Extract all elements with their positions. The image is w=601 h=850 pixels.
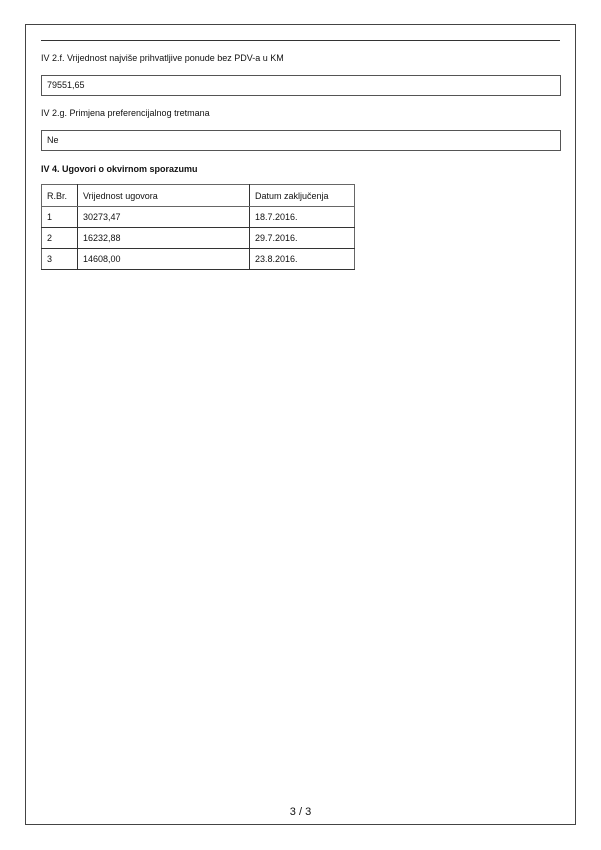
page-number: 3 / 3 [289,806,312,818]
section-4-heading: IV 4. Ugovori o okvirnom sporazumu [41,164,198,174]
table-header-row [42,185,355,207]
table-row [42,228,355,249]
cell-value: 16232,88 [78,228,250,249]
table-row [42,207,355,228]
cell-rbr: 3 [42,249,78,270]
cell-rbr: 2 [42,228,78,249]
section-2g-value: Ne [41,130,561,151]
contracts-table [41,184,355,270]
column-header-date: Datum zaključenja [250,185,355,207]
cell-date: 18.7.2016. [250,207,355,228]
section-2f-value: 79551,65 [41,75,561,96]
cell-date: 29.7.2016. [250,228,355,249]
cell-date: 23.8.2016. [250,249,355,270]
page-frame [25,24,576,825]
cell-value: 30273,47 [78,207,250,228]
top-divider [41,40,560,41]
section-2f-label: IV 2.f. Vrijednost najviše prihvatljive ponude bez PDV-a u KM [41,53,284,63]
column-header-rbr: R.Br. [42,185,78,207]
table-row [42,249,355,270]
cell-rbr: 1 [42,207,78,228]
column-header-value: Vrijednost ugovora [78,185,250,207]
section-2g-label: IV 2.g. Primjena preferencijalnog tretmana [41,108,210,118]
cell-value: 14608,00 [78,249,250,270]
